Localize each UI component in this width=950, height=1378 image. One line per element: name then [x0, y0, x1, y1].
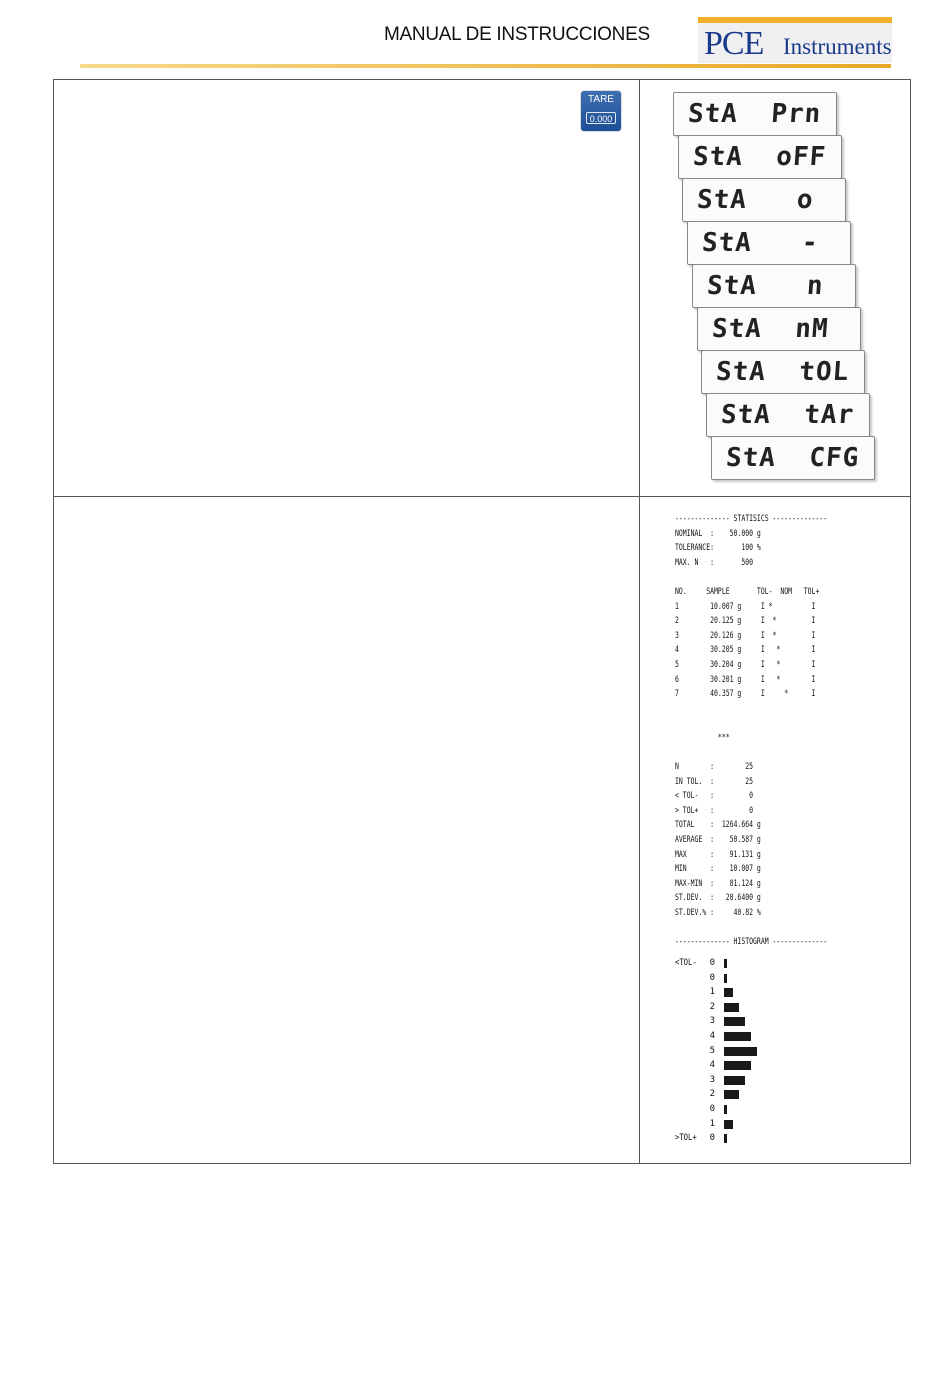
printout-line: NOMINAL : 50.000 g [675, 528, 761, 539]
column-divider [639, 80, 640, 1163]
histogram-count: 1 [709, 987, 715, 998]
lcd-screen [701, 350, 865, 394]
lcd-screen-text: StA Prn [686, 99, 823, 129]
printout-line: -------------- HISTOGRAM -------------- [675, 937, 828, 948]
printout-line: -------------- STATISICS -------------- [675, 514, 828, 524]
printout-line: IN TOL. : 25 [675, 776, 754, 787]
lcd-screen-text: StA oFF [691, 142, 827, 172]
histogram-count: 0 [709, 1133, 715, 1144]
printout-line: MAX-MIN : 81.124 g [675, 878, 761, 889]
lcd-screen-text: StA nM [710, 314, 830, 344]
header-divider [80, 64, 891, 68]
printout-line: 6 30.201 g I * I [675, 674, 816, 685]
lcd-screen [692, 264, 856, 308]
lcd-screen [697, 307, 861, 351]
histogram-bar [724, 1120, 733, 1129]
logo-accent-bar [698, 17, 892, 23]
lcd-screen [711, 436, 875, 480]
lcd-screen-text: StA tAr [719, 400, 856, 430]
printout-line [675, 921, 827, 936]
lcd-screen-text: StA - [701, 228, 820, 258]
row-divider [54, 496, 910, 497]
printout-line: TOTAL : 1264.664 g [675, 820, 761, 831]
printout-line [675, 746, 827, 761]
printout-line: N : 25 [675, 762, 754, 773]
histogram-bar [724, 1017, 745, 1026]
histogram-count: 3 [709, 1016, 715, 1027]
histogram-bar [724, 1003, 739, 1012]
printout-line: > TOL+ : 0 [675, 805, 754, 816]
lcd-screen [706, 393, 870, 437]
printout-line: AVERAGE : 50.587 g [675, 835, 761, 846]
printout-line: MIN : 10.007 g [675, 864, 761, 875]
histogram-count: 2 [709, 1001, 715, 1012]
tare-key-display: 0.000 [586, 112, 616, 124]
histogram-limit-label: >TOL+ [675, 1133, 697, 1144]
lcd-screen-text: StA CFG [724, 443, 860, 473]
histogram-count: 4 [709, 1060, 715, 1071]
lcd-screen-text: StA tOL [715, 357, 851, 387]
histogram-bar [724, 1047, 757, 1056]
lcd-screen [678, 135, 842, 179]
lcd-screen [673, 92, 837, 136]
histogram-count: 3 [709, 1074, 715, 1085]
lcd-screen-text: StA n [705, 271, 825, 301]
histogram-count: 1 [709, 1118, 715, 1129]
histogram-count: 0 [709, 972, 715, 983]
printout-line: MAX. N : 500 [675, 557, 754, 568]
printout-line [675, 716, 827, 731]
printout-line: 4 30.205 g I * I [675, 645, 816, 656]
tare-key-icon [581, 91, 621, 131]
histogram-count: 2 [709, 1089, 715, 1100]
statistics-printout [675, 512, 827, 950]
histogram-count: 5 [709, 1045, 715, 1056]
histogram-bar [724, 1134, 727, 1143]
histogram-count: 0 [709, 958, 715, 968]
printout-line: MAX : 91.131 g [675, 849, 761, 860]
printout-line: < TOL- : 0 [675, 791, 754, 802]
header-title: MANUAL DE INSTRUCCIONES [384, 24, 650, 45]
printout-line: 1 10.007 g I * I [675, 601, 816, 612]
histogram-bar [724, 988, 733, 997]
histogram-bar [724, 1105, 727, 1114]
printout-line: TOLERANCE: 100 % [675, 543, 761, 554]
logo-pce-text: PCE [704, 25, 764, 62]
printout-line: ST.DEV.% : 40.82 % [675, 908, 761, 919]
printout-line: 5 30.204 g I * I [675, 659, 816, 670]
printout-line: 7 40.357 g I * I [675, 689, 816, 700]
histogram-bar [724, 1032, 751, 1041]
logo-instruments-text: Instruments [783, 34, 892, 59]
histogram-limit-label: <TOL- [675, 958, 697, 968]
printout-line [675, 570, 827, 585]
printout-line [675, 702, 827, 717]
histogram-bar [724, 1076, 745, 1085]
histogram-count: 4 [709, 1031, 715, 1041]
printout-line: ST.DEV. : 20.6400 g [675, 893, 761, 904]
histogram-bar [724, 974, 727, 983]
printout-line: NO. SAMPLE TOL- NOM TOL+ [675, 586, 820, 597]
lcd-screen [682, 178, 846, 222]
histogram-count: 0 [709, 1104, 715, 1114]
lcd-screen [687, 221, 851, 265]
printout-line: *** [675, 732, 730, 743]
pce-logo [698, 17, 892, 63]
tare-key-label: TARE [588, 94, 614, 105]
histogram-bar [724, 1061, 751, 1070]
printout-line: 3 20.126 g I * I [675, 630, 816, 641]
histogram-bar [724, 959, 727, 968]
lcd-screen-text: StA o [696, 185, 816, 215]
printout-line: 2 20.125 g I * I [675, 616, 816, 627]
histogram-bar [724, 1090, 739, 1099]
